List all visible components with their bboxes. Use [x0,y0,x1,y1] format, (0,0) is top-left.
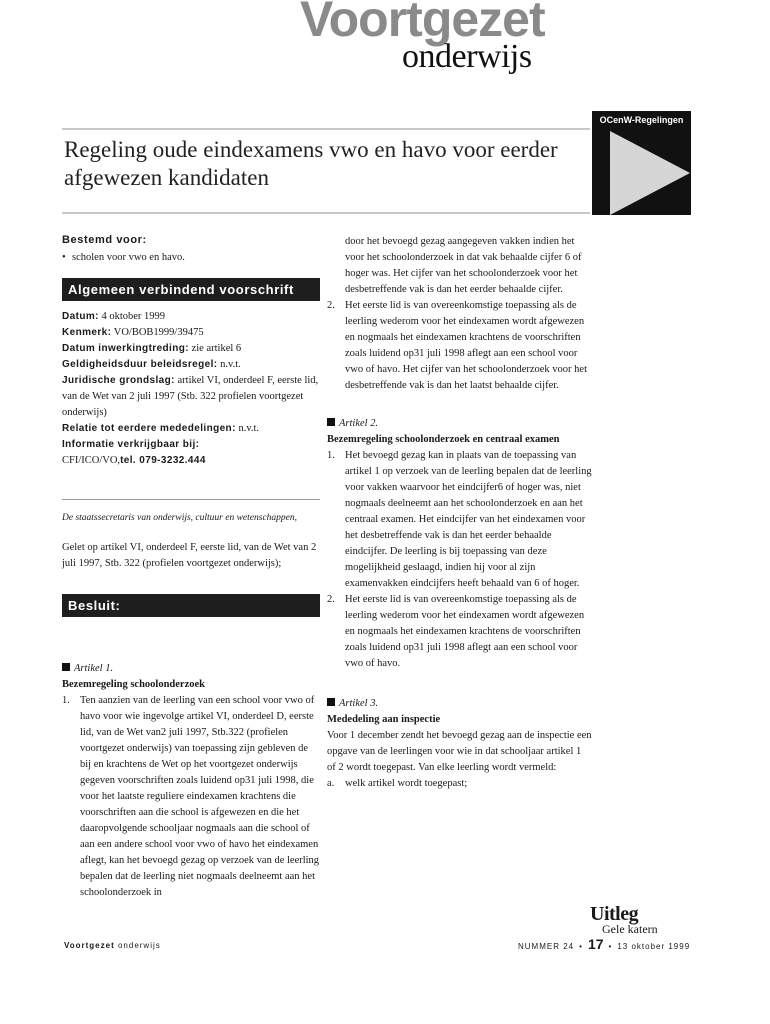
preamble-legal: Gelet op artikel VI, onderdeel F, eerste lid, van de Wet van 2 juli 1997, Stb. 322 (profielen voortgezet onderwijs); [62,542,317,569]
issue-date: 13 oktober 1999 [617,942,691,951]
meta-row: Relatie tot eerdere mededelingen: n.v.t. [62,423,260,434]
contact-line: CFI/ICO/VO,tel. 079-3232.444 [62,455,206,466]
square-bullet-icon [62,663,70,671]
arrow-right-icon [610,131,690,215]
footer-publication: Voortgezet onderwijs [64,941,161,950]
article-1-heading: Artikel 1. [62,661,320,677]
article-2-heading: Artikel 2. [327,416,592,432]
meta-row: Juridische grondslag: artikel VI, onderdeel F, eerste lid, van de Wet van 2 juli 1997 (Stb. 322 profielen voortgezet onderwijs) [62,375,319,418]
uitleg-subtitle: Gele katern [602,922,658,936]
title-divider [62,212,590,214]
square-bullet-icon [327,698,335,706]
uitleg-logo: Uitleg [590,903,639,925]
separator-dot: • [579,942,583,951]
meta-list [62,309,320,469]
right-column [327,234,592,792]
separator-dot: • [608,942,613,951]
footer-issue [518,936,690,952]
article-3-subheading: Mededeling aan inspectie [327,714,441,725]
bestemd-item [62,250,320,266]
category-box [592,111,691,215]
article-3-heading: Artikel 3. [327,696,592,712]
bestemd-heading: Bestemd voor: [62,234,147,246]
section-bar-avb: Algemeen verbindend voorschrift [62,278,320,301]
category-label: OCenW-Regelingen [599,115,684,125]
bullet: • [62,252,66,263]
article-2-para-1: 1. Het bevoegd gezag kan in plaats van de toepassing van artikel 1 op verzoek van de leerling bepalen dat de leerling voor vakken waarvoor het eindcijfer6 of hoger was, niet nogmaals deelneemt aan het schoolonderzoek en aan het centraal examen. Het eindcijfer van het eindexamen voor het desbetreffende vak is dan het eerder behaalde eindcijfer. De leerling is bij toepassing van deze mogelijkheid geslaagd, indien hij voor al zijn examenvakken eindcijfers heeft behaald van 6 of hoger. [327,450,592,589]
meta-row: Kenmerk: VO/BOB1999/39475 [62,327,204,338]
masthead-subtitle: onderwijs [402,38,532,75]
masthead-title: Voortgezet [300,0,545,47]
article-3-text: Voor 1 december zendt het bevoegd gezag aan de inspectie een opgave van de leerlingen voor wie in dat schooljaar artikel 1 of 2 wordt toegepast. Van elke leerling wordt vermeld: [327,730,592,773]
section-bar-besluit: Besluit: [62,594,320,617]
contact-tel: tel. 079-3232.444 [120,455,206,466]
article-1-para-1-continued: door het bevoegd gezag aangegeven vakken indien het voor het schoolonderzoek in dat vak behaalde cijfer 6 of hoger was. Het cijfer van het schoolonderzoek voor het desbetreffende vak is dan het eerder behaalde cijfer. [345,236,582,295]
meta-row: Geldigheidsduur beleidsregel: n.v.t. [62,359,241,370]
article-1-para-1: 1. Ten aanzien van de leerling van een school voor vwo of havo voor wie ingevolge artikel VI, onderdeel D, eerste lid, van de Wet van2 juli 1997, Stb.322 (profielen voortgezet onderwijs) van toepassing zijn gebleven de bij en krachtens de Wet op het voortgezet onderwijs gegeven voorschriften zoals luidend op31 juli 1998, die voor het laatste reguliere eindexamen krachtens die voorschriften aan die school is afgewezen en die het daaropvolgende schooljaar nogmaals aan die school of aan een andere school voor vwo of havo het eindexamen aflegt, kan het bevoegd gezag op verzoek van de leerling bepalen dat de leerling niet nogmaals deelneemt aan het schoolonderzoek in [62,695,320,898]
page-number: 17 [587,936,604,952]
preamble-signatory: De staatssecretaris van onderwijs, cultuur en wetenschappen, [62,499,320,526]
article-1-para-2: 2. Het eerste lid is van overeenkomstige toepassing als de leerling wederom voor het eindexamen wordt afgewezen en nogmaals het eindexamen krachtens de voorschriften zoals luidend op31 juli 1998 aflegt aan een school voor vwo of havo. Het cijfer van het schoolonderzoek voor het desbetreffende vak is dan het laatst behaalde cijfer. [327,300,588,391]
article-2-para-2: 2. Het eerste lid is van overeenkomstige toepassing als de leerling wederom voor het eindexamen wordt afgewezen en nogmaals het eindexamen krachtens de voorschriften zoals luidend op31 juli 1998 aflegt aan een school voor vwo of havo. [327,594,585,669]
left-column [62,232,320,901]
top-divider [62,128,590,130]
bestemd-item-text: scholen voor vwo en havo. [72,252,185,263]
square-bullet-icon [327,418,335,426]
issue-number: NUMMER 24 [518,942,575,951]
article-2-subheading: Bezemregeling schoolonderzoek en centraal examen [327,434,560,445]
meta-row: Datum inwerkingtreding: zie artikel 6 [62,343,242,354]
meta-row: Datum: 4 oktober 1999 [62,311,166,322]
article-3-item-a: a. welk artikel wordt toegepast; [327,778,468,789]
article-1-subheading: Bezemregeling schoolonderzoek [62,679,205,690]
page-title: Regeling oude eindexamens vwo en havo voor eerder afgewezen kandidaten [64,137,558,190]
meta-row: Informatie verkrijgbaar bij: [62,439,200,450]
